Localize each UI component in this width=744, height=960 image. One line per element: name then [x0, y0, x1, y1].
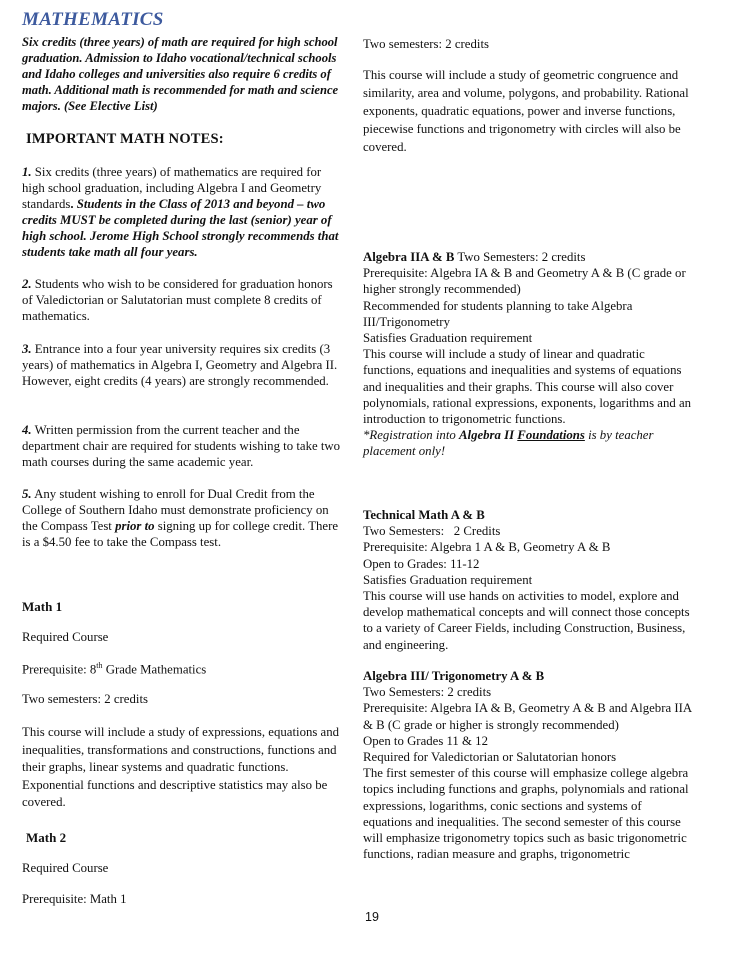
math2-prereq: Prerequisite: Math 1	[22, 892, 127, 906]
math1-heading: Math 1	[22, 599, 63, 614]
alg2-heading: Algebra IIA & B	[363, 250, 455, 264]
alg2-recommended: Recommended for students planning to take Algebra III/Trigonometry	[363, 298, 633, 329]
math1-prereq-a: Prerequisite: 8	[22, 662, 97, 677]
alg3-required: Required for Valedictorian or Salutatorian honors	[363, 750, 617, 765]
note-4-number: 4.	[22, 423, 32, 437]
alg3-description: The first semester of this course will emphasize college algebra topics including functions and graphs, polynomials and rational expressions, logarithms, conic sections and systems of equations and inequalities. The second semester of this course will emphasize trigonometry topics such as basic trigonometric functions, radian measure and graphs, trigonometric	[363, 766, 689, 862]
page-number: 19	[365, 910, 379, 924]
math2-required: Required Course	[22, 861, 109, 875]
alg2-heading-rest: Two Semesters: 2 credits	[454, 250, 586, 264]
alg2-satisfies: Satisfies Graduation requirement	[363, 331, 533, 346]
alg2-description: This course will include a study of linear and quadratic functions, equations and inequalities and systems of equations and inequalities and their graphs. This course will also cover polynomials, rational expressions, exponents, logarithms and an introduction to trigonometric functions.	[363, 347, 692, 427]
tech-block	[363, 507, 693, 653]
tech-heading: Technical Math A & B	[363, 508, 485, 522]
alg3-block	[363, 668, 693, 862]
math1-required: Required Course	[22, 630, 109, 644]
notes-heading: IMPORTANT MATH NOTES:	[26, 131, 224, 147]
note-4-text: Written permission from the current teacher and the department chair are required for students wishing to take two math courses during the same academic year.	[22, 423, 341, 469]
note-1-bold: Students in the Class of 2013 and beyond – two credits MUST be completed during the last (senior) year of high school. Jerome High School strongly recommends that students take math all four years.	[22, 197, 339, 259]
page-title: MATHEMATICS	[22, 9, 164, 30]
note-5-number: 5.	[22, 487, 32, 501]
note-2-text: Students who wish to be considered for graduation honors of Valedictorian or Salutatorian must complete 8 credits of mathematics.	[22, 277, 333, 323]
note-5-bold: prior to	[115, 519, 155, 533]
intro-paragraph: Six credits (three years) of math are required for high school graduation. Admission to Idaho vocational/technical schools and Idaho colleges and universities also require 6 credits of math. Additional math is recommended for math and science majors. (See Elective List)	[22, 35, 339, 113]
note-5	[22, 486, 344, 550]
note-1	[22, 164, 340, 260]
math1-prereq-b: Grade Mathematics	[102, 662, 207, 677]
alg3-heading: Algebra III/ Trigonometry A & B	[363, 669, 545, 683]
alg2-note-b: is by teacher placement only!	[363, 428, 654, 459]
tech-semesters: Two Semesters: 2 Credits	[363, 524, 501, 539]
math2-description: This course will include a study of geometric congruence and similarity, area and volume, polygons, and probability. Rational exponents, quadratic equations, power and inverse functions, piecewise functions and trigonometry with circles will also be covered.	[363, 68, 689, 154]
alg2-note-a: *Registration into	[363, 428, 459, 443]
note-1-number: 1.	[22, 165, 32, 179]
alg2-prereq: Prerequisite: Algebra IA & B and Geometry A & B (C grade or higher strongly recommended)	[363, 266, 686, 297]
note-1-period: .	[70, 197, 74, 211]
note-5-text-a: Any student wishing to enroll for Dual Credit from the College of Southern Idaho must demonstrate proficiency on the Compass Test	[22, 487, 329, 533]
note-3-text: Entrance into a four year university requires six credits (3 years) of mathematics in Algebra I, Geometry and Algebra II. However, eight credits (4 years) are strongly recommended.	[22, 342, 338, 388]
alg2-block	[363, 249, 693, 460]
tech-description: This course will use hands on activities to model, explore and develop mathematical concepts and will connect those concepts to a variety of Career Fields, including Construction, Business, and engineering.	[363, 589, 690, 652]
math1-prereq	[22, 661, 206, 677]
tech-prereq: Prerequisite: Algebra 1 A & B, Geometry A & B	[363, 540, 611, 555]
note-1-text: Six credits (three years) of mathematics are required for high school graduation, including Algebra I and Geometry standards	[22, 165, 322, 211]
math1-semesters: Two semesters: 2 credits	[22, 692, 148, 706]
note-2-number: 2.	[22, 277, 32, 291]
alg2-note-underline: Foundations	[517, 428, 585, 443]
note-2	[22, 276, 340, 324]
note-4	[22, 422, 344, 470]
alg2-note-bold: Algebra II	[458, 428, 518, 443]
alg3-prereq: Prerequisite: Algebra IA & B, Geometry A & B and Algebra IIA & B (C grade or higher is strongly recommended)	[363, 701, 692, 732]
alg3-open: Open to Grades 11 & 12	[363, 733, 488, 748]
note-3	[22, 341, 344, 389]
math2-heading: Math 2	[26, 830, 67, 845]
math1-prereq-sup: th	[96, 661, 103, 670]
note-5-text-b: signing up for college credit. There is a $4.50 fee to take the Compass test.	[22, 519, 339, 549]
alg2-note	[363, 427, 693, 459]
tech-open: Open to Grades: 11-12	[363, 556, 480, 571]
tech-satisfies: Satisfies Graduation requirement	[363, 572, 533, 587]
math1-description: This course will include a study of expressions, equations and inequalities, transformations and constructions, functions and their graphs, linear systems and quadratic functions. Exponential functions and descriptive statistics may also be covered.	[22, 725, 340, 809]
alg3-semesters: Two Semesters: 2 credits	[363, 685, 492, 700]
math2-semesters: Two semesters: 2 credits	[363, 37, 489, 51]
note-3-number: 3.	[22, 342, 32, 356]
